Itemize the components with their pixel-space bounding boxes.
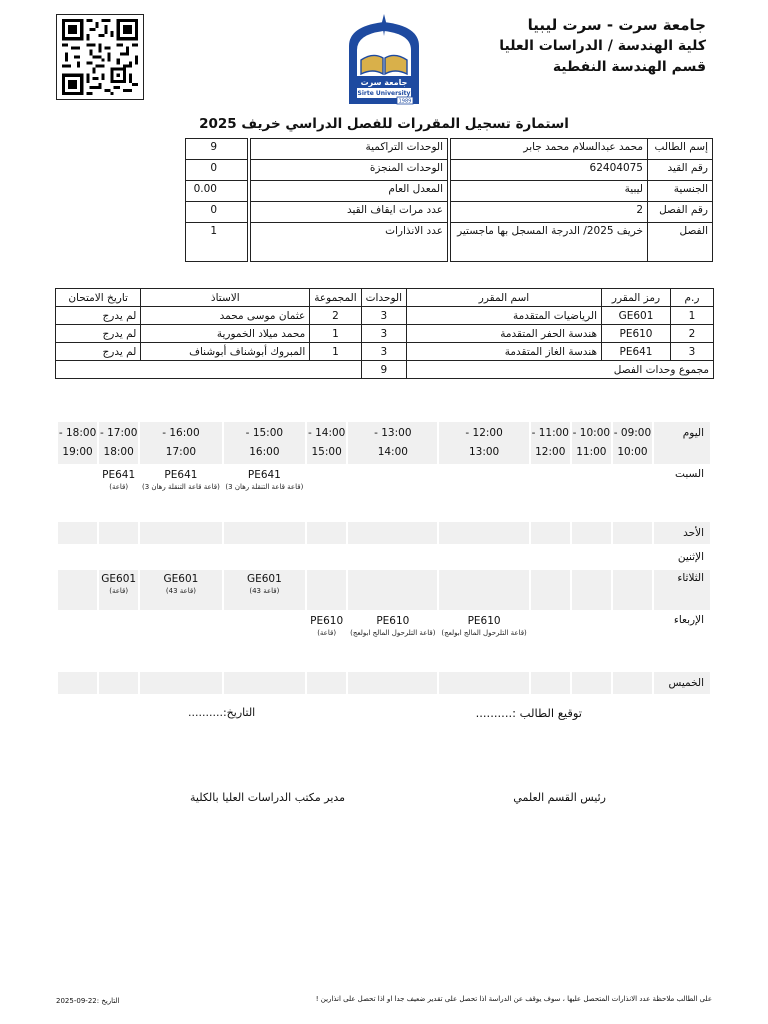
course-no: 2 (671, 325, 714, 343)
slot-to: 18:00 (103, 446, 134, 458)
schedule-cell (58, 570, 97, 610)
qr-code (56, 14, 144, 100)
cell-course-code: GE601 (246, 573, 282, 585)
info-label2: الوحدات المنجزة (251, 160, 448, 181)
course-units: 3 (361, 343, 406, 361)
cell-room: (قاعة التلرحول المالج ابولعج) (350, 629, 436, 637)
schedule-cell (348, 612, 437, 670)
spacer (248, 139, 251, 160)
schedule-cell (348, 546, 437, 568)
info-value2: 1 (186, 223, 248, 262)
spacer (448, 160, 451, 181)
time-slot (224, 422, 305, 464)
schedule-table (56, 420, 712, 696)
schedule-cell (99, 522, 138, 544)
schedule-cell (140, 546, 221, 568)
university-name: جامعة سرت - سرت ليبيا (527, 16, 706, 34)
cell-course-code: GE601 (101, 573, 137, 585)
course-teacher: عثمان موسى محمد (141, 307, 310, 325)
slot-to: 17:00 (165, 446, 197, 458)
schedule-cell (224, 466, 305, 520)
slot-from: 10:00 - (572, 427, 611, 439)
info-value: ليبية (451, 181, 648, 202)
slot-from: 12:00 - (465, 427, 503, 439)
schedule-cell (140, 612, 221, 670)
courses-header-row (56, 289, 714, 307)
student-info-table (185, 138, 713, 262)
schedule-cell (613, 612, 652, 670)
schedule-cell (140, 522, 221, 544)
course-group: 1 (310, 325, 361, 343)
schedule-cell (99, 612, 138, 670)
schedule-cell (439, 466, 528, 520)
cell-room: (قاعة التلرحول المالج ابولعج) (441, 629, 527, 637)
schedule-cell (307, 612, 346, 670)
course-row (56, 343, 714, 361)
schedule-cell (99, 466, 138, 520)
course-units: 3 (361, 325, 406, 343)
student-info-row (186, 160, 713, 181)
info-value: محمد عبدالسلام محمد جابر (451, 139, 648, 160)
info-value2: 9 (186, 139, 248, 160)
cell-room: (قاعة) (109, 483, 129, 491)
schedule-cell (531, 466, 570, 520)
spacer (448, 181, 451, 202)
slot-from: 15:00 - (245, 427, 284, 439)
schedule-cell (531, 612, 570, 670)
faculty-name: كلية الهندسة / الدراسات العليا (499, 38, 706, 54)
schedule-cell (348, 522, 437, 544)
info-label2: عدد الانذارات (251, 223, 448, 262)
cell-course-code: PE610 (376, 615, 410, 627)
slot-from: 17:00 - (99, 427, 138, 439)
cell-course-code: PE610 (467, 615, 501, 627)
course-group: 1 (310, 343, 361, 361)
course-code: PE610 (602, 325, 671, 343)
schedule-cell (140, 672, 221, 694)
spacer (248, 181, 251, 202)
schedule-cell (613, 546, 652, 568)
schedule-cell (58, 612, 97, 670)
student-signature: توقيع الطالب :.......... (475, 706, 582, 720)
schedule-cell (224, 672, 305, 694)
schedule-cell (572, 522, 611, 544)
course-group: 2 (310, 307, 361, 325)
schedule-cell (140, 466, 221, 520)
day-name: الأحد (654, 522, 710, 544)
spacer (248, 223, 251, 262)
schedule-cell (572, 612, 611, 670)
schedule-cell (58, 672, 97, 694)
col-exam: تاريخ الامتحان (56, 289, 141, 307)
schedule-cell (58, 522, 97, 544)
course-code: GE601 (602, 307, 671, 325)
schedule-cell (613, 522, 652, 544)
schedule-cell (99, 570, 138, 610)
slot-to: 12:00 (535, 446, 566, 458)
info-value: 62404075 (451, 160, 648, 181)
schedule-day-row (58, 672, 710, 694)
student-info-row (186, 223, 713, 262)
slot-from: 09:00 - (613, 427, 652, 439)
col-teacher: الاستاذ (141, 289, 310, 307)
schedule-cell (58, 546, 97, 568)
slot-to: 10:00 (617, 446, 648, 458)
schedule-cell (307, 546, 346, 568)
day-header: اليوم (654, 422, 710, 464)
schedule-cell (613, 672, 652, 694)
cell-room: (قاعة) (109, 587, 129, 595)
time-slot (613, 422, 652, 464)
slot-from: 11:00 - (531, 427, 569, 439)
spacer (448, 139, 451, 160)
cell-course-code: PE641 (102, 469, 136, 481)
schedule-cell (531, 672, 570, 694)
course-total-row (56, 361, 714, 379)
office-manager-signature: مدير مكتب الدراسات العليا بالكلية (190, 791, 346, 804)
schedule-cell (348, 672, 437, 694)
schedule-day-row (58, 612, 710, 670)
info-label: الفصل (648, 223, 713, 262)
schedule-cell (613, 466, 652, 520)
schedule-cell (439, 522, 528, 544)
info-label2: عدد مرات ايقاف القيد (251, 202, 448, 223)
cell-room: (قاعة 43) (249, 587, 280, 595)
time-slot (572, 422, 611, 464)
info-label: رقم القيد (648, 160, 713, 181)
time-slot (439, 422, 528, 464)
col-units: الوحدات (361, 289, 406, 307)
schedule-day-row (58, 522, 710, 544)
slot-to: 11:00 (576, 446, 607, 458)
info-value2: 0 (186, 160, 248, 181)
day-name: السبت (654, 466, 710, 520)
slot-to: 13:00 (468, 446, 500, 458)
spacer (448, 202, 451, 223)
department-name: قسم الهندسة النفطية (552, 59, 706, 75)
signature-date: التاريخ:.......... (188, 706, 256, 719)
course-code: PE641 (602, 343, 671, 361)
time-slot (140, 422, 221, 464)
schedule-cell (572, 672, 611, 694)
course-name: هندسة الغاز المتقدمة (407, 343, 602, 361)
university-logo (345, 12, 423, 106)
cell-room: (قاعة قاعة التنقلة رهان 3) (141, 483, 220, 491)
slot-from: 18:00 - (58, 427, 97, 439)
time-slot (307, 422, 346, 464)
slot-to: 15:00 (311, 446, 342, 458)
course-name: هندسة الحفر المتقدمة (407, 325, 602, 343)
spacer (248, 202, 251, 223)
course-teacher: المبروك أبوشناف أبوشناف (141, 343, 310, 361)
student-info-row (186, 139, 713, 160)
total-units: 9 (361, 361, 406, 379)
day-name: الإربعاء (654, 612, 710, 670)
footer-note: على الطالب ملاحظة عدد الانذارات المتحصل عليها ، سوف يوقف عن الدراسة اذا تحصل على تقدير ضعيف جدا او اذا تحصل على انذارين ! (315, 995, 712, 1003)
schedule-day-row (58, 546, 710, 568)
info-label: رقم الفصل (648, 202, 713, 223)
schedule-day-row (58, 466, 710, 520)
cell-course-code: PE641 (247, 469, 281, 481)
course-teacher: محمد ميلاد الخمورية (141, 325, 310, 343)
day-name: الإثنين (654, 546, 710, 568)
course-row (56, 307, 714, 325)
schedule-cell (224, 546, 305, 568)
info-value2: 0 (186, 202, 248, 223)
courses-table (55, 288, 714, 379)
course-units: 3 (361, 307, 406, 325)
day-name: الثلاثاء (654, 570, 710, 610)
schedule-cell (572, 570, 611, 610)
schedule-cell (531, 570, 570, 610)
schedule-cell (531, 546, 570, 568)
schedule-cell (307, 672, 346, 694)
slot-from: 14:00 - (307, 427, 346, 439)
schedule-cell (572, 466, 611, 520)
time-slot (58, 422, 97, 464)
course-exam: لم يدرج (56, 343, 141, 361)
schedule-cell (439, 546, 528, 568)
logo-text-en: Sirte University (357, 90, 411, 97)
schedule-cell (307, 570, 346, 610)
schedule-cell (613, 570, 652, 610)
footer-date: التاريخ :22-09-2025 (56, 997, 120, 1005)
schedule-cell (99, 672, 138, 694)
schedule-cell (307, 522, 346, 544)
time-slot (531, 422, 570, 464)
slot-from: 13:00 - (374, 427, 412, 439)
schedule-header-row (58, 422, 710, 464)
schedule-cell (348, 466, 437, 520)
course-no: 1 (671, 307, 714, 325)
cell-course-code: PE610 (310, 615, 344, 627)
logo-text-ar: جامعة سرت (360, 78, 408, 87)
total-label: مجموع وحدات الفصل (407, 361, 714, 379)
slot-to: 16:00 (249, 446, 280, 458)
course-no: 3 (671, 343, 714, 361)
schedule-cell (99, 546, 138, 568)
schedule-cell (224, 522, 305, 544)
total-empty (56, 361, 362, 379)
cell-course-code: GE601 (163, 573, 199, 585)
slot-to: 19:00 (62, 446, 93, 458)
student-info-row (186, 202, 713, 223)
time-slot (99, 422, 138, 464)
schedule-cell (531, 522, 570, 544)
cell-room: (قاعة 43) (165, 587, 196, 595)
col-group: المجموعة (310, 289, 361, 307)
schedule-day-row (58, 570, 710, 610)
cell-course-code: PE641 (164, 469, 198, 481)
schedule-cell (439, 672, 528, 694)
col-code: رمز المقرر (602, 289, 671, 307)
schedule-cell (348, 570, 437, 610)
schedule-cell (224, 570, 305, 610)
schedule-cell (572, 546, 611, 568)
info-label2: الوحدات التراكمية (251, 139, 448, 160)
slot-from: 16:00 - (162, 427, 200, 439)
logo-year: 1989 (398, 98, 412, 105)
course-exam: لم يدرج (56, 325, 141, 343)
info-label2: المعدل العام (251, 181, 448, 202)
schedule-cell (439, 570, 528, 610)
spacer (448, 223, 451, 262)
schedule-cell (439, 612, 528, 670)
info-label: الجنسية (648, 181, 713, 202)
day-name: الخميس (654, 672, 710, 694)
time-slot (348, 422, 437, 464)
form-title: استمارة تسجيل المقررات للفصل الدراسي خريف 2025 (199, 116, 569, 132)
col-name: اسم المقرر (407, 289, 602, 307)
course-exam: لم يدرج (56, 307, 141, 325)
slot-to: 14:00 (377, 446, 408, 458)
info-value: خريف 2025/ الدرجة المسجل بها ماجستير (451, 223, 648, 262)
cell-room: (قاعة قاعة التنقلة رهان 3) (225, 483, 304, 491)
info-value2: 0.00 (186, 181, 248, 202)
col-no: ر.م (671, 289, 714, 307)
schedule-cell (307, 466, 346, 520)
spacer (248, 160, 251, 181)
schedule-cell (224, 612, 305, 670)
schedule-cell (140, 570, 221, 610)
schedule-cell (58, 466, 97, 520)
info-label: إسم الطالب (648, 139, 713, 160)
cell-room: (قاعة) (317, 629, 337, 637)
dept-head-signature: رئيس القسم العلمي (513, 791, 606, 804)
course-name: الرياضيات المتقدمة (407, 307, 602, 325)
info-value: 2 (451, 202, 648, 223)
course-row (56, 325, 714, 343)
student-info-row (186, 181, 713, 202)
